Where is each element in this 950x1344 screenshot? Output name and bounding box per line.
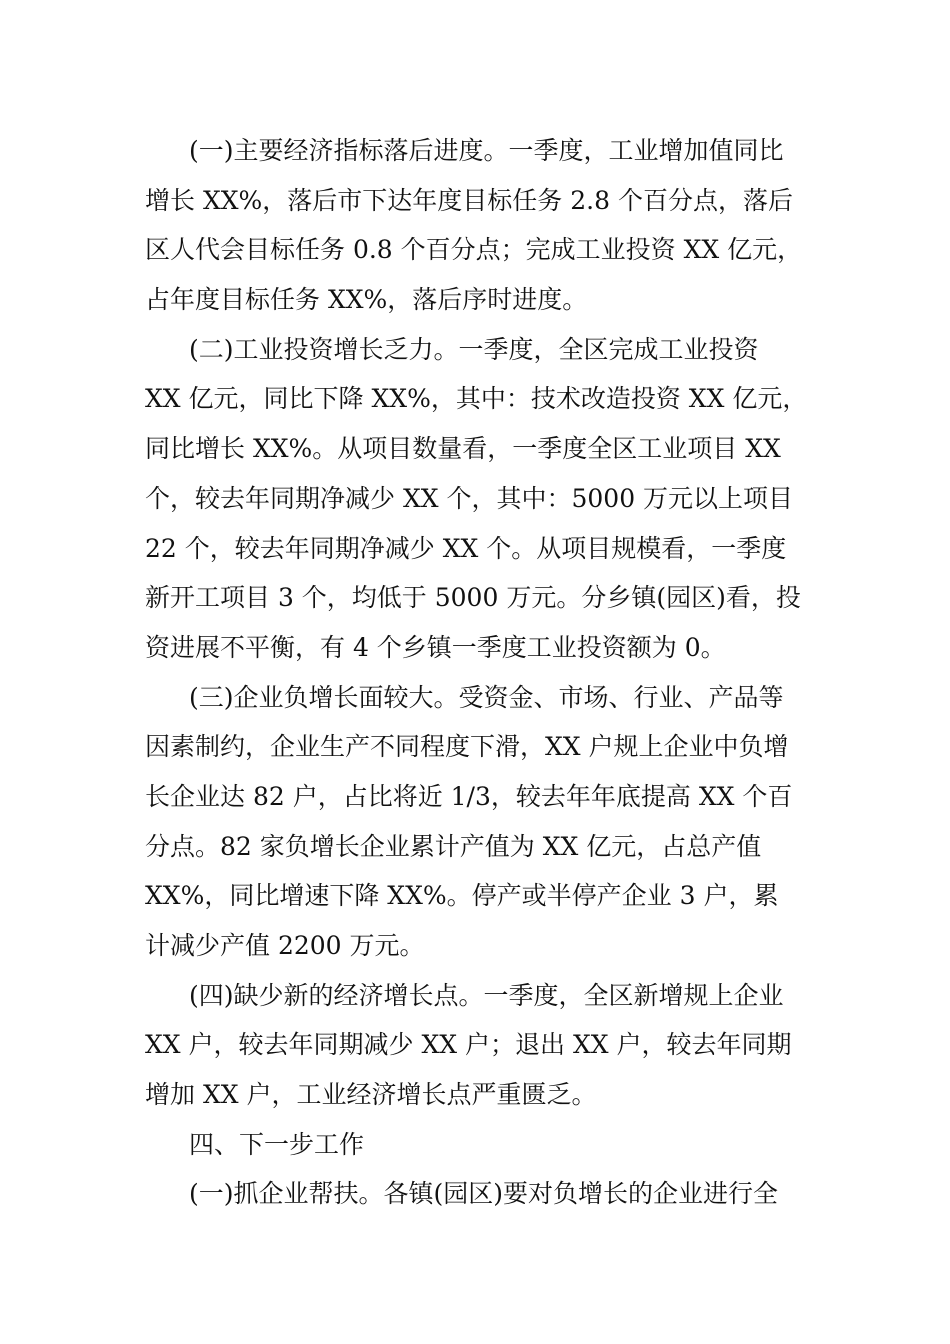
text-line: 同比增长 XX%。从项目数量看，一季度全区工业项目 XX [145, 434, 781, 464]
text-line: (三)企业负增长面较大。受资金、市场、行业、产品等 [189, 682, 784, 712]
text-line: 增长 XX%，落后市下达年度目标任务 2.8 个百分点，落后 [145, 185, 793, 215]
text-line: 因素制约，企业生产不同程度下滑，XX 户规上企业中负增 [145, 732, 789, 762]
paragraph [145, 325, 815, 673]
paragraph [145, 1169, 815, 1219]
text-line: 新开工项目 3 个，均低于 5000 万元。分乡镇(园区)看，投 [145, 583, 801, 613]
paragraph [145, 673, 815, 971]
text-line: (一)抓企业帮扶。各镇(园区)要对负增长的企业进行全 [189, 1179, 779, 1209]
text-line: (二)工业投资增长乏力。一季度，全区完成工业投资 [189, 334, 759, 364]
text-line: 长企业达 82 户，占比将近 1/3，较去年年底提高 XX 个百 [145, 781, 793, 811]
paragraph [145, 971, 815, 1120]
text-line: XX 亿元，同比下降 XX%，其中：技术改造投资 XX 亿元， [145, 384, 808, 414]
text-line: (四)缺少新的经济增长点。一季度，全区新增规上企业 [189, 980, 784, 1010]
text-line: (一)主要经济指标落后进度。一季度，工业增加值同比 [189, 136, 784, 165]
text-line: 个，较去年同期净减少 XX 个，其中：5000 万元以上项目 [145, 483, 794, 513]
paragraph [145, 1120, 815, 1170]
paragraph [145, 126, 815, 325]
text-line: 计减少产值 2200 万元。 [145, 931, 425, 960]
text-line: 区人代会目标任务 0.8 个百分点；完成工业投资 XX 亿元， [145, 235, 803, 265]
text-line: 资进展不平衡，有 4 个乡镇一季度工业投资额为 0。 [145, 632, 726, 662]
text-line: 占年度目标任务 XX%，落后序时进度。 [145, 285, 588, 315]
text-line: 增加 XX 户，工业经济增长点严重匮乏。 [145, 1080, 597, 1110]
text-line: 四、下一步工作 [189, 1129, 365, 1159]
text-line: 分点。82 家负增长企业累计产值为 XX 亿元，占总产值 [145, 831, 762, 861]
text-line: 22 个，较去年同期净减少 XX 个。从项目规模看，一季度 [145, 533, 787, 563]
text-line: XX%，同比增速下降 XX%。停产或半停产企业 3 户，累 [145, 881, 779, 911]
text-line: XX 户，较去年同期减少 XX 户；退出 XX 户，较去年同期 [145, 1030, 792, 1060]
document-page [145, 126, 815, 1219]
